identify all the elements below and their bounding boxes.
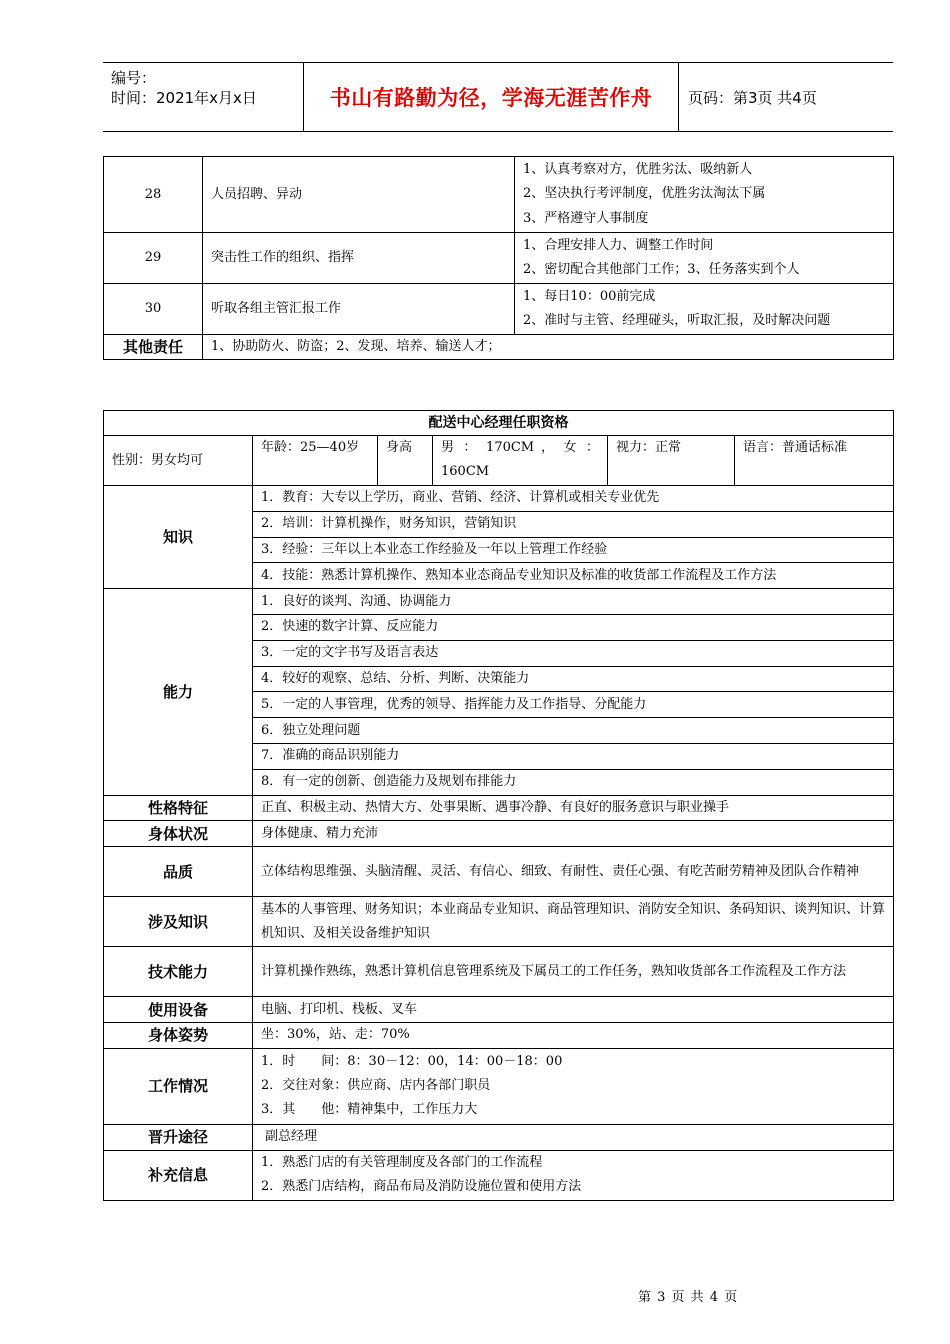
table-row [104,436,894,486]
equipment-text: 电脑、打印机、栈板、叉车 [253,997,894,1023]
list-item: 2．快速的数字计算、反应能力 [253,614,894,640]
health-label: 身体状况 [104,821,253,847]
duty-task: 听取各组主管汇报工作 [203,284,515,335]
table-row [104,1150,894,1200]
table-row [104,411,894,436]
knowledge-label: 知识 [104,486,253,589]
duty-line: 2、坚决执行考评制度，优胜劣汰淘汰下属 [523,186,766,202]
posture-label: 身体姿势 [104,1022,253,1048]
table-row [104,1048,894,1124]
duty-standard [515,233,894,284]
supplement-line: 2．熟悉门店结构，商品布局及消防设施位置和使用方法 [261,1179,582,1195]
list-item: 2．培训：计算机操作，财务知识，营销知识 [253,511,894,537]
table-row [104,1124,894,1150]
duty-number: 30 [104,284,203,335]
list-item: 4．技能：熟悉计算机操作、熟知本业态商品专业知识及标准的收货部工作流程及工作方法 [253,563,894,589]
page-info: 页码：第3页 共4页 [688,88,817,107]
table-row [104,947,894,997]
duties-table [103,156,894,360]
table-row [104,821,894,847]
table-row [104,795,894,821]
header-meta [103,63,303,131]
list-item: 3．一定的文字书写及语言表达 [253,640,894,666]
table-row [104,284,894,335]
height-value: 男 ： 170CM ， 女 ： 160CM [433,436,608,486]
table-row [104,233,894,284]
other-duty-text: 1、协助防火、防盗；2、发现、培养、输送人才； [203,335,894,360]
health-text: 身体健康、精力充沛 [253,821,894,847]
list-item: 3．经验：三年以上本业态工作经验及一年以上管理工作经验 [253,537,894,563]
duty-line: 1、每日10：00前完成 [523,288,656,304]
header-page-cell [678,63,893,131]
duty-number: 29 [104,233,203,284]
posture-text: 坐：30%，站、走：70% [253,1022,894,1048]
header-motto-cell [303,63,679,131]
table-row [104,589,894,615]
duty-line: 2、准时与主管、经理碰头，听取汇报，及时解决问题 [523,313,831,328]
list-item: 1．良好的谈判、沟通、协调能力 [253,589,894,615]
height-label: 身高 [378,436,433,486]
table-row [104,1022,894,1048]
duty-task: 突击性工作的组织、指挥 [203,233,515,284]
duty-number: 28 [104,157,203,233]
supplement-line: 1．熟悉门店的有关管理制度及各部门的工作流程 [261,1155,543,1171]
document-number: 编号： [111,69,157,87]
duty-line: 2、密切配合其他部门工作；3、任务落实到个人 [523,262,800,277]
personality-label: 性格特征 [104,795,253,821]
tech-ability-text: 计算机操作熟练，熟悉计算机信息管理系统及下属员工的工作任务，熟知收货部各工作流程及工作方法 [253,947,894,997]
duty-line: 1、认真考察对方，优胜劣汰、吸纳新人 [523,161,753,177]
duty-line: 1、合理安排人力、调整工作时间 [523,237,714,253]
tech-ability-label: 技术能力 [104,947,253,997]
duty-standard [515,157,894,233]
list-item: 7．准确的商品识别能力 [253,743,894,769]
language-cell: 语言：普通话标准 [735,436,894,486]
document-time: 时间：2021年x月x日 [111,89,257,107]
table-row [104,157,894,233]
page-header [103,62,893,132]
table-row [104,335,894,360]
supplement-text [253,1150,894,1200]
related-knowledge-text: 基本的人事管理、财务知识；本业商品专业知识、商品管理知识、消防安全知识、条码知识、谈判知识、计算机知识、及相关设备维护知识 [253,897,894,947]
list-item: 4．较好的观察、总结、分析、判断、决策能力 [253,666,894,692]
work-line: 3．其 他：精神集中，工作压力大 [261,1102,478,1118]
page-footer: 第 3 页 共 4 页 [638,1290,739,1305]
equipment-label: 使用设备 [104,997,253,1023]
list-item: 6．独立处理问题 [253,718,894,744]
supplement-label: 补充信息 [104,1150,253,1200]
qualification-table [103,410,894,1201]
list-item: 8．有一定的创新、创造能力及规划布排能力 [253,769,894,795]
personality-text: 正直、积极主动、热情大方、处事果断、遇事冷静、有良好的服务意识与职业操手 [253,795,894,821]
table-row [104,897,894,947]
motto: 书山有路勤为径，学海无涯苦作舟 [329,86,653,110]
work-label: 工作情况 [104,1048,253,1124]
duty-task: 人员招聘、异动 [203,157,515,233]
promotion-label: 晋升途径 [104,1124,253,1150]
vision-cell: 视力：正常 [608,436,735,486]
other-duty-label: 其他责任 [104,335,203,360]
work-text [253,1048,894,1124]
qualification-title: 配送中心经理任职资格 [104,411,894,436]
promotion-text: 副总经理 [253,1124,894,1150]
list-item: 5．一定的人事管理，优秀的领导、指挥能力及工作指导、分配能力 [253,692,894,718]
age-cell: 年龄：25—40岁 [253,436,378,486]
duty-standard [515,284,894,335]
quality-text: 立体结构思维强、头脑清醒、灵活、有信心、细致、有耐性、责任心强、有吃苦耐劳精神及团队合作精神 [253,847,894,897]
duty-line: 3、严格遵守人事制度 [523,210,649,226]
table-row [104,997,894,1023]
table-row [104,486,894,512]
related-knowledge-label: 涉及知识 [104,897,253,947]
gender-cell: 性别：男女均可 [104,436,253,486]
list-item: 1．教育：大专以上学历，商业、营销、经济、计算机或相关专业优先 [253,486,894,512]
table-row [104,847,894,897]
ability-label: 能力 [104,589,253,795]
work-line: 2．交往对象：供应商、店内各部门职员 [261,1078,491,1094]
work-line: 1．时 间：8：30－12：00，14：00－18：00 [261,1054,563,1070]
quality-label: 品质 [104,847,253,897]
